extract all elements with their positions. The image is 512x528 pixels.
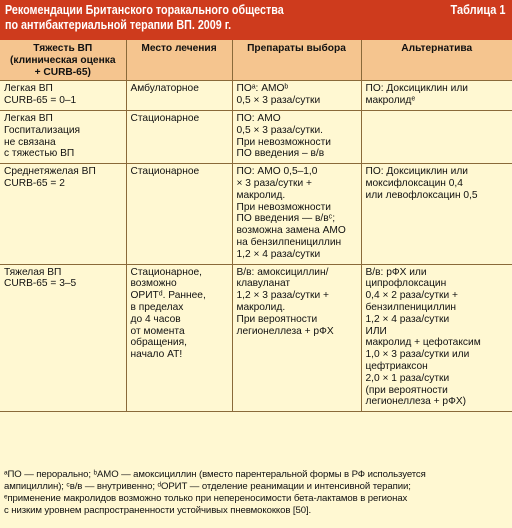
cell-text-line: 1,2 × 3 раза/сутки + <box>236 290 329 302</box>
footnote-line: ᵉприменение макролидов возможно только при непереносимости бета-лактамов в регионах <box>4 493 408 504</box>
cell-text-line: ПО: АМО 0,5–1,0 <box>236 166 318 178</box>
cell-text-line: до 4 часов <box>130 313 181 325</box>
cell-text-line: Амбулаторное <box>130 83 199 95</box>
table-title-line: по антибактериальной терапии ВП. 2009 г. <box>5 18 232 32</box>
column-header-line: Альтернатива <box>401 43 473 54</box>
table-title-line: Рекомендации Британского торакального общества <box>5 3 284 17</box>
cell-text-line: CURB-65 = 2 <box>4 177 65 189</box>
cell-text-line: 1,2 × 4 раза/сутки <box>365 313 450 325</box>
column-header-line: (клиническая оценка <box>10 54 116 66</box>
cell-text-line: 0,5 × 3 раза/сутки <box>236 95 321 107</box>
severity-cell <box>0 110 126 163</box>
cell-text-line: ПОᵃ: АМОᵇ <box>236 83 289 95</box>
table-row <box>0 164 512 264</box>
cell-text-line: Стационарное <box>130 166 200 178</box>
cell-text-line: ОРИТᵈ. Раннее, <box>130 290 206 302</box>
table-row <box>0 81 512 111</box>
column-header-severity <box>0 40 126 81</box>
cell-text-line: 0,5 × 3 раза/сутки. <box>236 124 323 136</box>
cell-text-line: легионеллеза + рФХ) <box>365 396 467 408</box>
cell-text-line: Стационарное, <box>130 266 203 278</box>
cell-text-line: Тяжелая ВП <box>4 266 62 278</box>
cell-text-line: При вероятности <box>236 313 318 325</box>
cell-text-line: Среднетяжелая ВП <box>4 166 96 178</box>
place-cell <box>126 110 232 163</box>
cell-text-line: (при вероятности <box>365 384 448 396</box>
severity-cell <box>0 164 126 264</box>
column-header-line: Препараты выбора <box>247 43 346 54</box>
cell-text-line: бензилпенициллин <box>365 301 457 313</box>
cell-text-line: CURB-65 = 3–5 <box>4 278 77 290</box>
footnote-line: ампициллин); ᶜв/в — внутривенно; ᵈОРИТ — отделение реанимации и интенсивной терапии; <box>4 481 411 492</box>
column-header-line: Место лечения <box>141 43 217 54</box>
cell-text-line: × 3 раза/сутки + <box>236 177 312 189</box>
cell-text-line: При невозможности <box>236 136 331 148</box>
cell-text-line: в пределах <box>130 301 184 313</box>
footnote-line: ᵃПО — перорально; ᵇАМО — амоксициллин (вместо парентеральной формы в РФ используется <box>4 469 426 480</box>
table-number-label: Таблица 1 <box>450 3 506 17</box>
cell-text-line: клавуланат <box>236 278 291 290</box>
cell-text-line: макролид. <box>236 301 286 313</box>
cell-text-line: возможна замена АМО <box>236 225 346 237</box>
place-cell <box>126 264 232 412</box>
drugs-cell <box>232 81 361 111</box>
alternative-cell <box>361 164 512 264</box>
cell-text-line: начало АТ! <box>130 349 183 361</box>
cell-text-line: 1,0 × 3 раза/сутки или <box>365 349 470 361</box>
severity-cell <box>0 81 126 111</box>
cell-text-line: ПО введения — в/вᶜ; <box>236 213 336 225</box>
cell-text-line: от момента <box>130 325 185 337</box>
cell-text-line: макролид + цефотаксим <box>365 337 481 349</box>
cell-text-line: В/в: амоксициллин/ <box>236 266 329 278</box>
cell-text-line: ципрофлоксацин <box>365 278 447 290</box>
alternative-cell <box>361 81 512 111</box>
cell-text-line: на бензилпенициллин <box>236 236 342 248</box>
table-row <box>0 110 512 163</box>
cell-text-line: ПО: АМО <box>236 112 281 124</box>
cell-text-line: макролид. <box>236 189 286 201</box>
cell-text-line: цефтриаксон <box>365 360 428 372</box>
cell-text-line: ПО: Доксициклин или <box>365 166 468 178</box>
cell-text-line: не связана <box>4 136 56 148</box>
table-header-row <box>0 40 512 81</box>
cell-text-line: моксифлоксацин 0,4 <box>365 177 463 189</box>
table-title <box>5 3 366 33</box>
column-header-line: Тяжесть ВП <box>33 43 93 54</box>
cell-text-line: Стационарное <box>130 112 200 124</box>
cell-text-line: CURB-65 = 0–1 <box>4 95 77 107</box>
cell-text-line: с тяжестью ВП <box>4 148 75 160</box>
cell-text-line: 1,2 × 4 раза/сутки <box>236 248 321 260</box>
table-row <box>0 264 512 412</box>
cell-text-line: или левофлоксацин 0,5 <box>365 189 478 201</box>
column-header-line: + CURB-65) <box>34 66 91 78</box>
drugs-cell <box>232 264 361 412</box>
drugs-cell <box>232 110 361 163</box>
cell-text-line: При невозможности <box>236 201 331 213</box>
cell-text-line: ИЛИ <box>365 325 387 337</box>
footnote-line: с низким уровнем распространенности устойчивых пневмококков [50]. <box>4 505 312 516</box>
cell-text-line: Госпитализация <box>4 124 81 136</box>
place-cell <box>126 81 232 111</box>
column-header-drugs <box>232 40 361 81</box>
cell-text-line: Легкая ВП <box>4 112 53 124</box>
alternative-cell <box>361 110 512 163</box>
cell-text-line: ПО: Доксициклин или <box>365 83 468 95</box>
table-footnotes <box>4 469 508 517</box>
column-header-alternative <box>361 40 512 81</box>
cell-text-line: В/в: рФХ или <box>365 266 427 278</box>
cell-text-line: легионеллеза + рФХ <box>236 325 334 337</box>
drugs-cell <box>232 164 361 264</box>
severity-cell <box>0 264 126 412</box>
cell-text-line: макролидᵉ <box>365 95 416 107</box>
cell-text-line: 0,4 × 2 раза/сутки + <box>365 290 458 302</box>
column-header-place <box>126 40 232 81</box>
recommendations-table <box>0 40 512 412</box>
cell-text-line: 2,0 × 1 раза/сутки <box>365 372 450 384</box>
cell-text-line: ПО введения – в/в <box>236 148 325 160</box>
alternative-cell <box>361 264 512 412</box>
table-header-bar <box>0 0 512 40</box>
cell-text-line: возможно <box>130 278 177 290</box>
cell-text-line: обращения, <box>130 337 187 349</box>
cell-text-line: Легкая ВП <box>4 83 53 95</box>
place-cell <box>126 164 232 264</box>
